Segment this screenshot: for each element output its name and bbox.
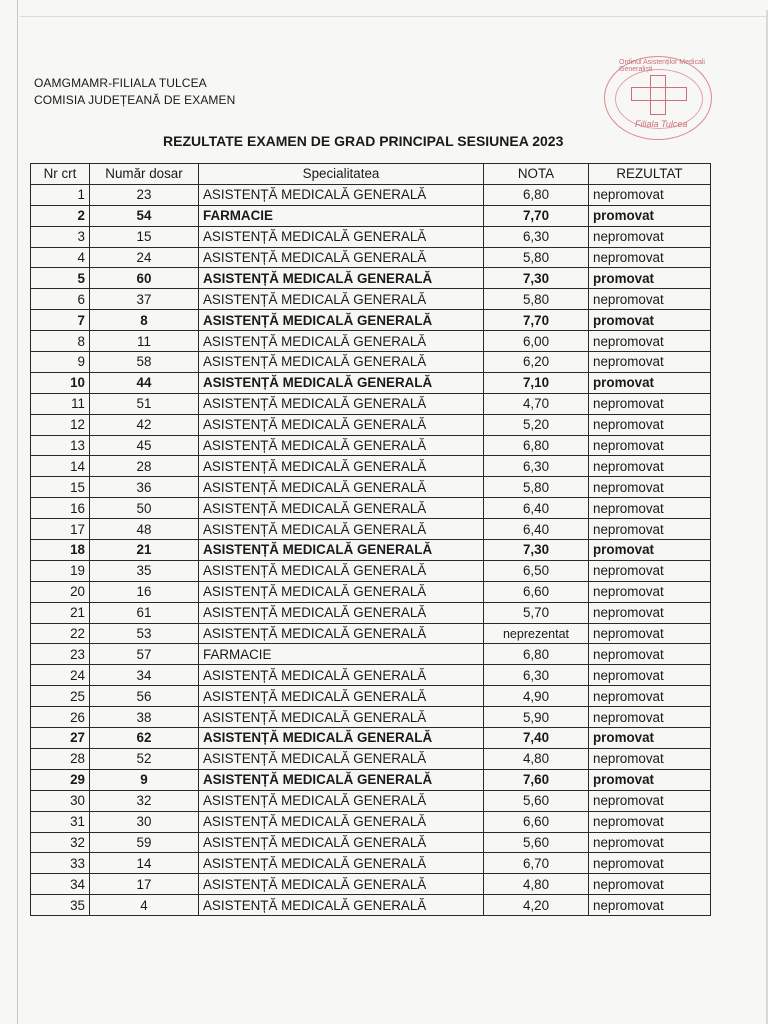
- table-row: [31, 247, 711, 268]
- table-row: [31, 560, 711, 581]
- stamp-top-text: Ordinul Asistenților Medicali Generaliști: [619, 59, 705, 73]
- cell-numar-dosar: 57: [90, 644, 199, 665]
- cell-rezultat: nepromovat: [589, 560, 711, 581]
- document-header: [34, 75, 235, 109]
- cell-nota: 6,80: [484, 435, 589, 456]
- table-row: [31, 707, 711, 728]
- cell-specialitatea: ASISTENȚĂ MEDICALĂ GENERALĂ: [199, 874, 484, 895]
- cell-numar-dosar: 38: [90, 707, 199, 728]
- cell-nota: 6,80: [484, 644, 589, 665]
- cell-nr-crt: 9: [31, 352, 90, 373]
- cell-rezultat: nepromovat: [589, 184, 711, 205]
- cell-nr-crt: 18: [31, 540, 90, 561]
- cell-numar-dosar: 4: [90, 895, 199, 916]
- cell-numar-dosar: 42: [90, 414, 199, 435]
- cell-rezultat: nepromovat: [589, 456, 711, 477]
- cell-rezultat: nepromovat: [589, 331, 711, 352]
- table-row: [31, 519, 711, 540]
- cell-nr-crt: 27: [31, 728, 90, 749]
- cell-nr-crt: 24: [31, 665, 90, 686]
- cell-specialitatea: ASISTENȚĂ MEDICALĂ GENERALĂ: [199, 581, 484, 602]
- cell-numar-dosar: 44: [90, 372, 199, 393]
- cell-rezultat: nepromovat: [589, 832, 711, 853]
- cell-numar-dosar: 36: [90, 477, 199, 498]
- header-numar-dosar: Număr dosar: [90, 164, 199, 185]
- cell-numar-dosar: 52: [90, 748, 199, 769]
- cell-specialitatea: ASISTENȚĂ MEDICALĂ GENERALĂ: [199, 226, 484, 247]
- table-row: [31, 498, 711, 519]
- header-rezultat: REZULTAT: [589, 164, 711, 185]
- table-row: [31, 602, 711, 623]
- cell-specialitatea: ASISTENȚĂ MEDICALĂ GENERALĂ: [199, 435, 484, 456]
- cell-nr-crt: 28: [31, 748, 90, 769]
- cell-specialitatea: ASISTENȚĂ MEDICALĂ GENERALĂ: [199, 707, 484, 728]
- cell-nr-crt: 1: [31, 184, 90, 205]
- cell-rezultat: nepromovat: [589, 686, 711, 707]
- cell-numar-dosar: 51: [90, 393, 199, 414]
- cell-numar-dosar: 17: [90, 874, 199, 895]
- cell-nr-crt: 33: [31, 853, 90, 874]
- cell-nota: 6,20: [484, 352, 589, 373]
- cell-specialitatea: ASISTENȚĂ MEDICALĂ GENERALĂ: [199, 728, 484, 749]
- cell-nota: 6,30: [484, 665, 589, 686]
- cell-nr-crt: 20: [31, 581, 90, 602]
- cell-nota: 6,00: [484, 331, 589, 352]
- results-table: [30, 163, 711, 916]
- table-row: [31, 665, 711, 686]
- table-row: [31, 853, 711, 874]
- table-row: [31, 748, 711, 769]
- table-row: [31, 874, 711, 895]
- table-row: [31, 790, 711, 811]
- cell-nr-crt: 35: [31, 895, 90, 916]
- cell-nr-crt: 8: [31, 331, 90, 352]
- cell-nota: 5,80: [484, 477, 589, 498]
- header-specialitatea: Specialitatea: [199, 164, 484, 185]
- cell-specialitatea: ASISTENȚĂ MEDICALĂ GENERALĂ: [199, 184, 484, 205]
- cell-specialitatea: ASISTENȚĂ MEDICALĂ GENERALĂ: [199, 623, 484, 644]
- cell-numar-dosar: 53: [90, 623, 199, 644]
- cell-rezultat: nepromovat: [589, 498, 711, 519]
- cell-specialitatea: ASISTENȚĂ MEDICALĂ GENERALĂ: [199, 832, 484, 853]
- cell-nota: 7,40: [484, 728, 589, 749]
- table-row: [31, 644, 711, 665]
- cell-nota: 4,90: [484, 686, 589, 707]
- cell-numar-dosar: 32: [90, 790, 199, 811]
- cell-numar-dosar: 8: [90, 310, 199, 331]
- table-row: [31, 456, 711, 477]
- organization-name: OAMGMAMR-FILIALA TULCEA: [34, 76, 207, 90]
- cell-specialitatea: ASISTENȚĂ MEDICALĂ GENERALĂ: [199, 748, 484, 769]
- cell-nota: 6,80: [484, 184, 589, 205]
- cell-nr-crt: 3: [31, 226, 90, 247]
- cell-nr-crt: 12: [31, 414, 90, 435]
- official-stamp: [604, 56, 712, 140]
- cell-nr-crt: 26: [31, 707, 90, 728]
- cell-numar-dosar: 54: [90, 205, 199, 226]
- cell-nr-crt: 16: [31, 498, 90, 519]
- cell-numar-dosar: 15: [90, 226, 199, 247]
- cell-nr-crt: 7: [31, 310, 90, 331]
- cell-specialitatea: ASISTENȚĂ MEDICALĂ GENERALĂ: [199, 498, 484, 519]
- cell-rezultat: promovat: [589, 728, 711, 749]
- cell-specialitatea: ASISTENȚĂ MEDICALĂ GENERALĂ: [199, 560, 484, 581]
- cell-rezultat: promovat: [589, 310, 711, 331]
- table-row: [31, 686, 711, 707]
- cell-specialitatea: FARMACIE: [199, 205, 484, 226]
- cell-nr-crt: 13: [31, 435, 90, 456]
- cell-numar-dosar: 59: [90, 832, 199, 853]
- cell-nota: 7,30: [484, 540, 589, 561]
- table-row: [31, 289, 711, 310]
- commission-name: COMISIA JUDEȚEANĂ DE EXAMEN: [34, 93, 236, 107]
- table-header-row: [31, 164, 711, 185]
- cell-specialitatea: ASISTENȚĂ MEDICALĂ GENERALĂ: [199, 352, 484, 373]
- cell-rezultat: nepromovat: [589, 895, 711, 916]
- header-nota: NOTA: [484, 164, 589, 185]
- cell-nr-crt: 2: [31, 205, 90, 226]
- cell-nr-crt: 29: [31, 769, 90, 790]
- table-row: [31, 811, 711, 832]
- table-row: [31, 184, 711, 205]
- page-edge-top: [20, 16, 768, 17]
- cell-nr-crt: 15: [31, 477, 90, 498]
- cell-rezultat: nepromovat: [589, 477, 711, 498]
- cell-nr-crt: 23: [31, 644, 90, 665]
- cell-nota: 5,80: [484, 289, 589, 310]
- cell-nr-crt: 14: [31, 456, 90, 477]
- table-row: [31, 769, 711, 790]
- cell-specialitatea: ASISTENȚĂ MEDICALĂ GENERALĂ: [199, 790, 484, 811]
- cell-rezultat: promovat: [589, 769, 711, 790]
- cell-nota: 4,80: [484, 748, 589, 769]
- cell-specialitatea: ASISTENȚĂ MEDICALĂ GENERALĂ: [199, 268, 484, 289]
- cell-nr-crt: 21: [31, 602, 90, 623]
- header-nr-crt: Nr crt: [31, 164, 90, 185]
- cell-nr-crt: 17: [31, 519, 90, 540]
- cell-numar-dosar: 11: [90, 331, 199, 352]
- cell-nota: 5,60: [484, 832, 589, 853]
- table-row: [31, 540, 711, 561]
- cell-numar-dosar: 37: [90, 289, 199, 310]
- table-row: [31, 895, 711, 916]
- cell-nota: 4,80: [484, 874, 589, 895]
- cell-nr-crt: 32: [31, 832, 90, 853]
- cell-numar-dosar: 61: [90, 602, 199, 623]
- cell-nr-crt: 6: [31, 289, 90, 310]
- cell-specialitatea: ASISTENȚĂ MEDICALĂ GENERALĂ: [199, 456, 484, 477]
- cell-rezultat: nepromovat: [589, 581, 711, 602]
- cell-numar-dosar: 14: [90, 853, 199, 874]
- cell-nota: 5,20: [484, 414, 589, 435]
- cell-rezultat: nepromovat: [589, 707, 711, 728]
- cell-nr-crt: 4: [31, 247, 90, 268]
- cell-numar-dosar: 58: [90, 352, 199, 373]
- table-row: [31, 728, 711, 749]
- cell-rezultat: nepromovat: [589, 393, 711, 414]
- cell-specialitatea: ASISTENȚĂ MEDICALĂ GENERALĂ: [199, 331, 484, 352]
- cell-nota: 6,60: [484, 811, 589, 832]
- cell-nota: 6,70: [484, 853, 589, 874]
- cell-specialitatea: ASISTENȚĂ MEDICALĂ GENERALĂ: [199, 477, 484, 498]
- cell-nr-crt: 10: [31, 372, 90, 393]
- cell-specialitatea: ASISTENȚĂ MEDICALĂ GENERALĂ: [199, 665, 484, 686]
- cell-nota: 5,70: [484, 602, 589, 623]
- cell-specialitatea: ASISTENȚĂ MEDICALĂ GENERALĂ: [199, 519, 484, 540]
- cell-specialitatea: ASISTENȚĂ MEDICALĂ GENERALĂ: [199, 289, 484, 310]
- cell-nota: neprezentat: [484, 623, 589, 644]
- cell-numar-dosar: 16: [90, 581, 199, 602]
- cell-nr-crt: 22: [31, 623, 90, 644]
- cell-nr-crt: 25: [31, 686, 90, 707]
- table-row: [31, 393, 711, 414]
- stamp-cross-icon-vertical: [650, 75, 666, 115]
- cell-nota: 6,50: [484, 560, 589, 581]
- cell-nota: 4,20: [484, 895, 589, 916]
- table-body: [31, 184, 711, 915]
- cell-specialitatea: ASISTENȚĂ MEDICALĂ GENERALĂ: [199, 393, 484, 414]
- cell-nota: 5,60: [484, 790, 589, 811]
- cell-specialitatea: FARMACIE: [199, 644, 484, 665]
- table-row: [31, 414, 711, 435]
- cell-numar-dosar: 34: [90, 665, 199, 686]
- table-row: [31, 832, 711, 853]
- cell-specialitatea: ASISTENȚĂ MEDICALĂ GENERALĂ: [199, 769, 484, 790]
- cell-numar-dosar: 21: [90, 540, 199, 561]
- cell-specialitatea: ASISTENȚĂ MEDICALĂ GENERALĂ: [199, 853, 484, 874]
- cell-nr-crt: 19: [31, 560, 90, 581]
- cell-specialitatea: ASISTENȚĂ MEDICALĂ GENERALĂ: [199, 602, 484, 623]
- cell-numar-dosar: 9: [90, 769, 199, 790]
- cell-nota: 5,80: [484, 247, 589, 268]
- table-row: [31, 310, 711, 331]
- cell-specialitatea: ASISTENȚĂ MEDICALĂ GENERALĂ: [199, 811, 484, 832]
- cell-numar-dosar: 24: [90, 247, 199, 268]
- cell-specialitatea: ASISTENȚĂ MEDICALĂ GENERALĂ: [199, 686, 484, 707]
- cell-rezultat: nepromovat: [589, 644, 711, 665]
- cell-rezultat: nepromovat: [589, 226, 711, 247]
- cell-numar-dosar: 30: [90, 811, 199, 832]
- table-row: [31, 623, 711, 644]
- cell-rezultat: nepromovat: [589, 247, 711, 268]
- cell-numar-dosar: 35: [90, 560, 199, 581]
- cell-numar-dosar: 56: [90, 686, 199, 707]
- cell-numar-dosar: 23: [90, 184, 199, 205]
- table-row: [31, 331, 711, 352]
- cell-nr-crt: 11: [31, 393, 90, 414]
- table-row: [31, 581, 711, 602]
- cell-rezultat: nepromovat: [589, 874, 711, 895]
- cell-rezultat: promovat: [589, 268, 711, 289]
- cell-rezultat: nepromovat: [589, 435, 711, 456]
- cell-nota: 7,70: [484, 205, 589, 226]
- cell-nota: 6,40: [484, 498, 589, 519]
- cell-nota: 4,70: [484, 393, 589, 414]
- cell-rezultat: promovat: [589, 540, 711, 561]
- cell-rezultat: nepromovat: [589, 623, 711, 644]
- cell-nota: 6,40: [484, 519, 589, 540]
- cell-rezultat: nepromovat: [589, 519, 711, 540]
- cell-numar-dosar: 50: [90, 498, 199, 519]
- cell-numar-dosar: 28: [90, 456, 199, 477]
- cell-rezultat: promovat: [589, 205, 711, 226]
- cell-specialitatea: ASISTENȚĂ MEDICALĂ GENERALĂ: [199, 540, 484, 561]
- cell-numar-dosar: 62: [90, 728, 199, 749]
- cell-nota: 7,10: [484, 372, 589, 393]
- cell-specialitatea: ASISTENȚĂ MEDICALĂ GENERALĂ: [199, 247, 484, 268]
- cell-rezultat: nepromovat: [589, 352, 711, 373]
- table-row: [31, 352, 711, 373]
- cell-nr-crt: 30: [31, 790, 90, 811]
- cell-rezultat: promovat: [589, 372, 711, 393]
- table-row: [31, 477, 711, 498]
- table-row: [31, 205, 711, 226]
- cell-nota: 7,30: [484, 268, 589, 289]
- cell-specialitatea: ASISTENȚĂ MEDICALĂ GENERALĂ: [199, 414, 484, 435]
- table-row: [31, 372, 711, 393]
- cell-rezultat: nepromovat: [589, 602, 711, 623]
- cell-nota: 7,60: [484, 769, 589, 790]
- cell-specialitatea: ASISTENȚĂ MEDICALĂ GENERALĂ: [199, 372, 484, 393]
- cell-rezultat: nepromovat: [589, 665, 711, 686]
- cell-numar-dosar: 48: [90, 519, 199, 540]
- cell-nota: 6,30: [484, 456, 589, 477]
- stamp-text: Filiala Tulcea: [635, 119, 688, 129]
- cell-rezultat: nepromovat: [589, 853, 711, 874]
- cell-rezultat: nepromovat: [589, 414, 711, 435]
- page-edge: [17, 0, 18, 1024]
- cell-nr-crt: 31: [31, 811, 90, 832]
- cell-specialitatea: ASISTENȚĂ MEDICALĂ GENERALĂ: [199, 310, 484, 331]
- cell-nr-crt: 5: [31, 268, 90, 289]
- cell-rezultat: nepromovat: [589, 748, 711, 769]
- cell-rezultat: nepromovat: [589, 289, 711, 310]
- cell-nota: 6,60: [484, 581, 589, 602]
- table-row: [31, 435, 711, 456]
- cell-rezultat: nepromovat: [589, 811, 711, 832]
- table-row: [31, 226, 711, 247]
- cell-numar-dosar: 60: [90, 268, 199, 289]
- cell-specialitatea: ASISTENȚĂ MEDICALĂ GENERALĂ: [199, 895, 484, 916]
- cell-nr-crt: 34: [31, 874, 90, 895]
- cell-nota: 6,30: [484, 226, 589, 247]
- cell-rezultat: nepromovat: [589, 790, 711, 811]
- cell-numar-dosar: 45: [90, 435, 199, 456]
- cell-nota: 5,90: [484, 707, 589, 728]
- cell-nota: 7,70: [484, 310, 589, 331]
- table-row: [31, 268, 711, 289]
- document-title: REZULTATE EXAMEN DE GRAD PRINCIPAL SESIUNEA 2023: [163, 133, 564, 149]
